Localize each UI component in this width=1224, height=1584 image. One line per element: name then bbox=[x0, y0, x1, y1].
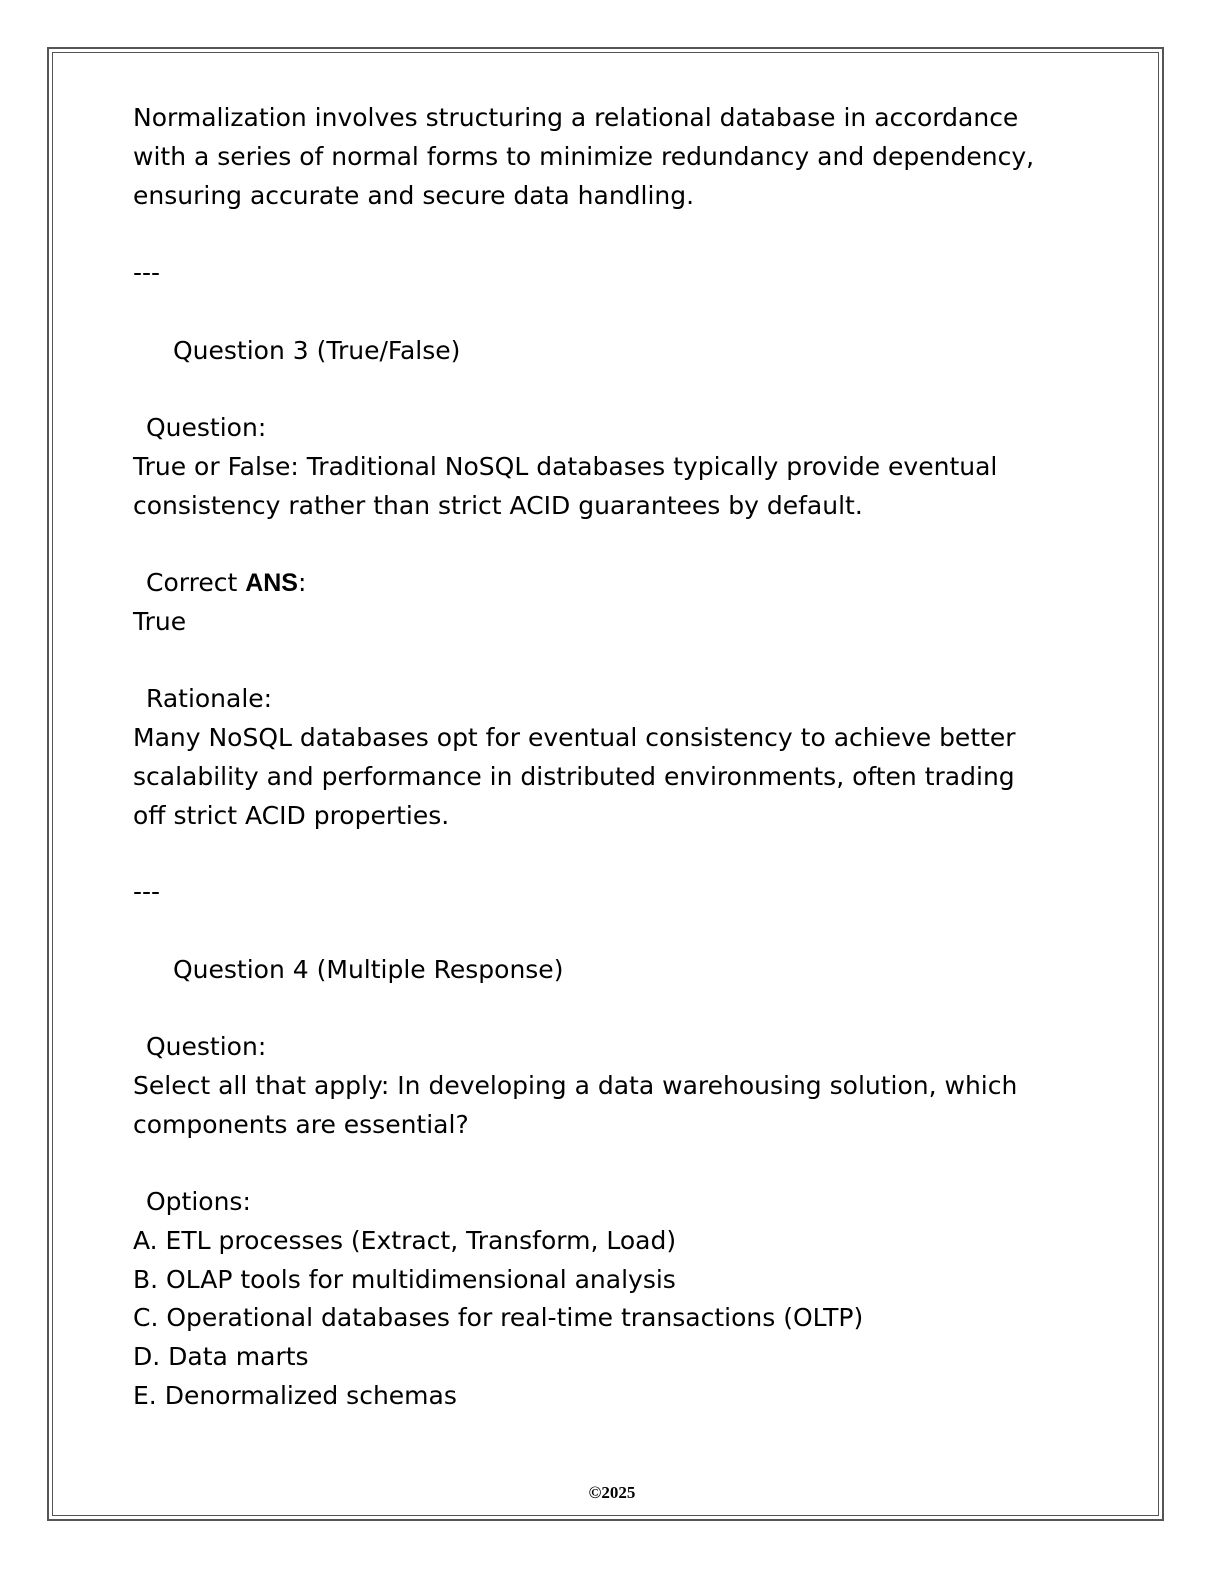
intro-line: ensuring accurate and secure data handling. bbox=[133, 181, 695, 210]
option-b: B. OLAP tools for multidimensional analysis bbox=[133, 1265, 676, 1294]
answer-label-suffix: : bbox=[298, 568, 307, 597]
question-3-question-line: consistency rather than strict ACID guarantees by default. bbox=[133, 491, 863, 520]
intro-line: Normalization involves structuring a relational database in accordance bbox=[133, 103, 1019, 132]
separator: --- bbox=[133, 258, 161, 287]
question-4-question-label: Question: bbox=[146, 1032, 267, 1061]
answer-label-prefix: Correct bbox=[146, 568, 246, 597]
question-3-heading: Question 3 (True/False) bbox=[173, 336, 461, 365]
question-4-question-line: Select all that apply: In developing a data warehousing solution, which bbox=[133, 1071, 1018, 1100]
option-a: A. ETL processes (Extract, Transform, Load) bbox=[133, 1226, 677, 1255]
question-3-rationale-line: off strict ACID properties. bbox=[133, 801, 450, 830]
option-c: C. Operational databases for real-time transactions (OLTP) bbox=[133, 1303, 864, 1332]
question-3-answer: True bbox=[133, 607, 187, 636]
copyright-footer: ©2025 bbox=[588, 1483, 636, 1502]
option-d: D. Data marts bbox=[133, 1342, 309, 1371]
question-3-rationale-line: scalability and performance in distributed environments, often trading bbox=[133, 762, 1015, 791]
question-3-question-label: Question: bbox=[146, 413, 267, 442]
question-4-options-label: Options: bbox=[146, 1187, 251, 1216]
answer-label-bold: ANS bbox=[245, 569, 298, 597]
intro-line: with a series of normal forms to minimize redundancy and dependency, bbox=[133, 142, 1035, 171]
question-3-rationale-line: Many NoSQL databases opt for eventual consistency to achieve better bbox=[133, 723, 1016, 752]
option-e: E. Denormalized schemas bbox=[133, 1381, 457, 1410]
question-3-question-line: True or False: Traditional NoSQL databases typically provide eventual bbox=[133, 452, 998, 481]
separator: --- bbox=[133, 877, 161, 906]
question-3-rationale-label: Rationale: bbox=[146, 684, 273, 713]
question-4-heading: Question 4 (Multiple Response) bbox=[173, 955, 564, 984]
question-3-answer-label bbox=[146, 563, 306, 603]
question-4-question-line: components are essential? bbox=[133, 1110, 469, 1139]
